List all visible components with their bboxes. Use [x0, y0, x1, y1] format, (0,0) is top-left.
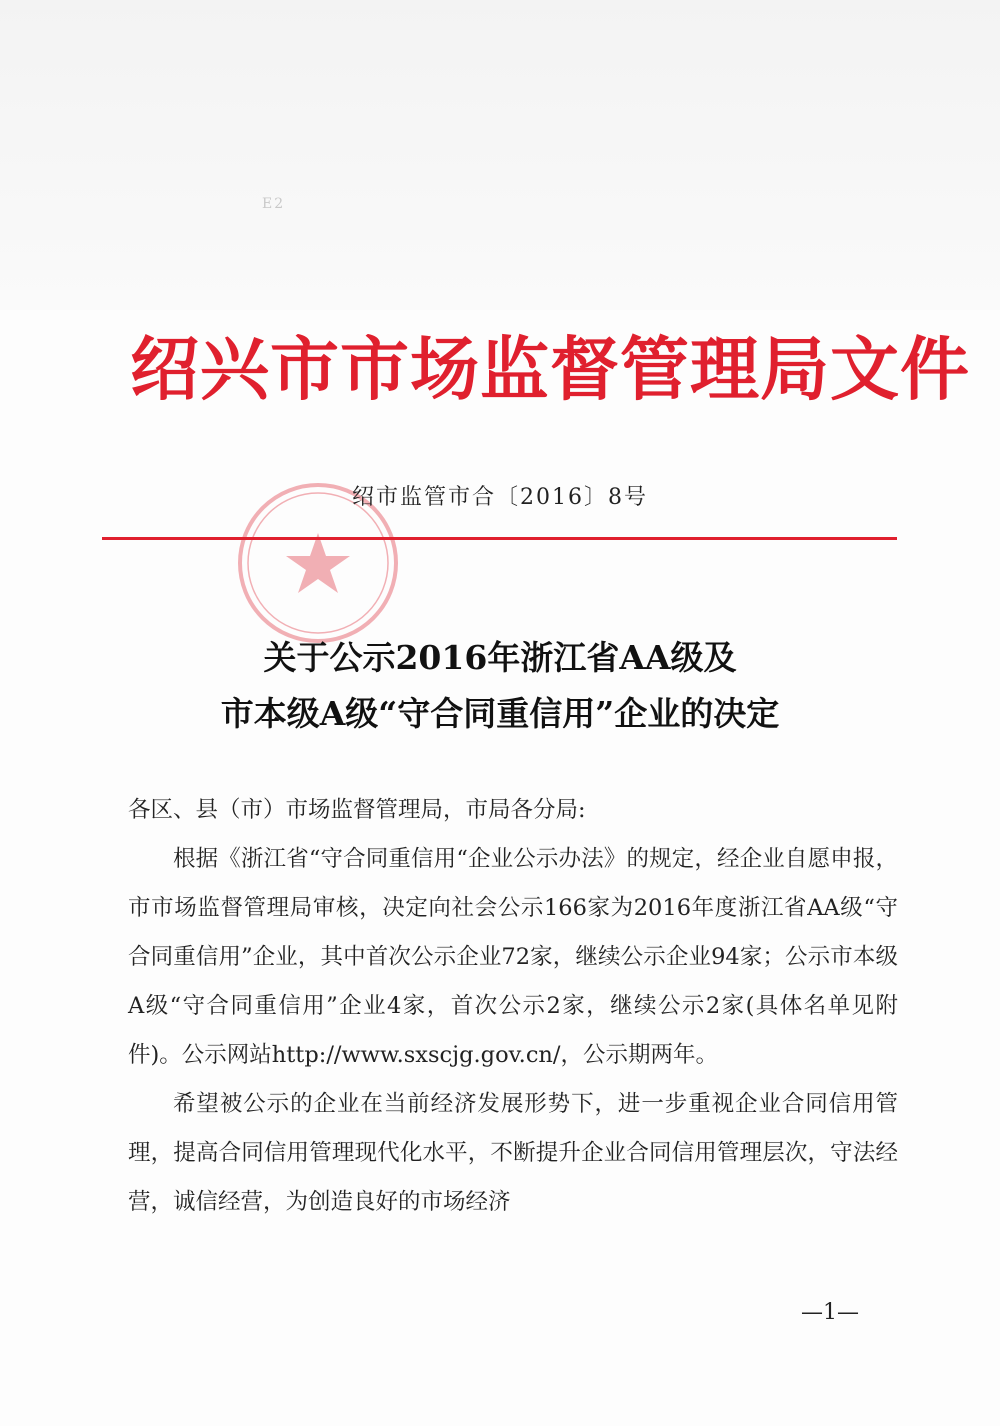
title-line-1: 关于公示2016年浙江省AA级及	[263, 638, 737, 677]
issuer-title: 绍兴市市场监督管理局文件	[130, 329, 970, 410]
header-divider	[102, 537, 897, 540]
scan-shading	[0, 0, 1000, 310]
document-number: 绍市监管市合〔2016〕8号	[352, 485, 648, 510]
paragraph-2: 希望被公示的企业在当前经济发展形势下，进一步重视企业合同信用管理，提高合同信用管理现代化水平，不断提升企业合同信用管理层次，守法经营，诚信经营，为创造良好的市场经济	[128, 1091, 898, 1215]
title-line-2: 市本级A级“守合同重信用”企业的决定	[220, 694, 780, 733]
corner-mark: E2	[262, 196, 286, 212]
page-number: —1—	[801, 1300, 859, 1325]
document-body	[128, 786, 898, 1227]
document-title	[0, 630, 1000, 742]
salutation: 各区、县（市）市场监督管理局，市局各分局:	[128, 797, 586, 823]
paragraph-1: 根据《浙江省“守合同重信用“企业公示办法》的规定，经企业自愿申报，市市场监督管理局审核，决定向社会公示166家为2016年度浙江省AA级“守合同重信用”企业，其中首次公示企业72家，继续公示企业94家；公示市本级A级“守合同重信用”企业4家，首次公示2家，继续公示2家(具体名单见附件)。公示网站http://www.sxscjg.gov.cn/，公示期两年。	[128, 846, 898, 1068]
